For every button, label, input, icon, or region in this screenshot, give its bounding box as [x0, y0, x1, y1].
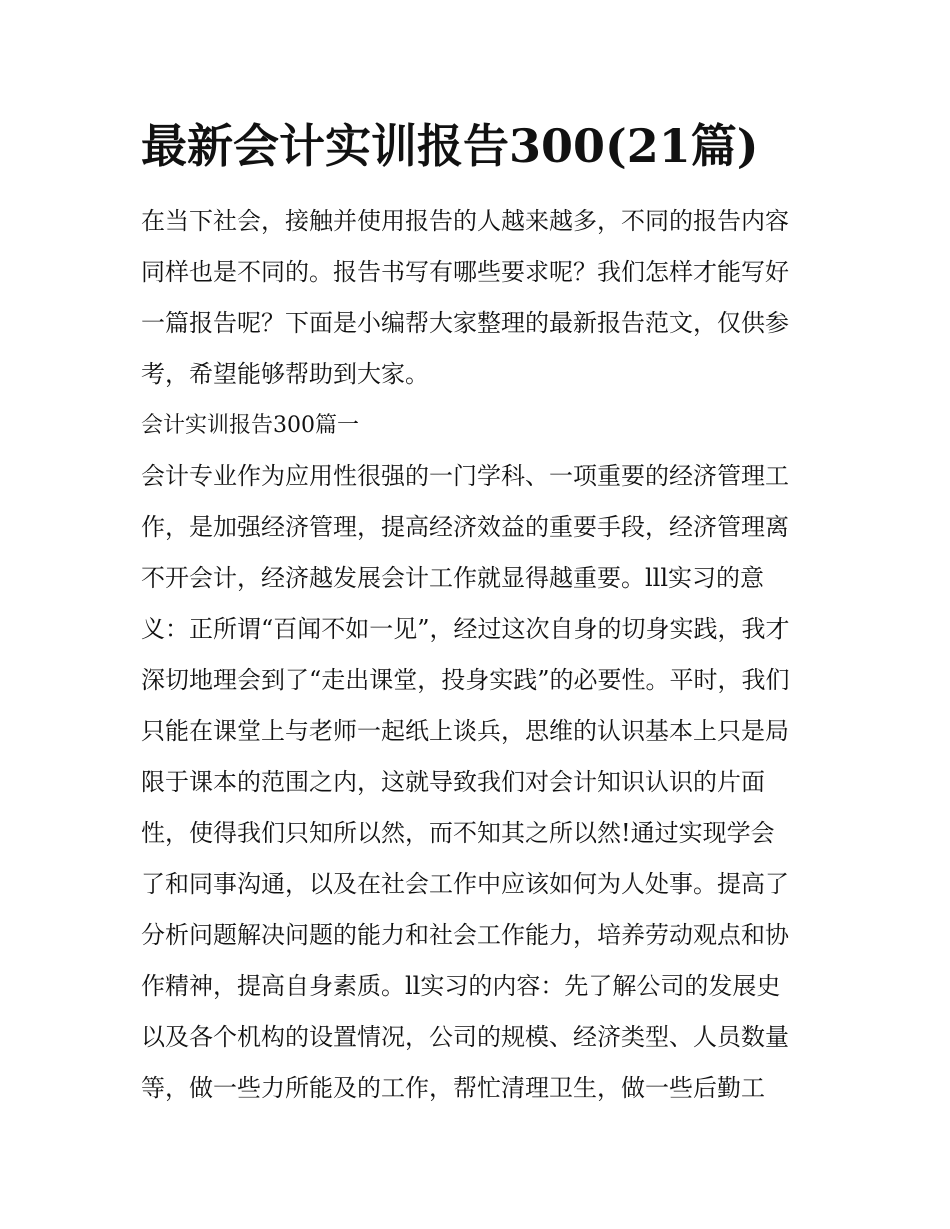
paragraph-line: 等，做一些力所能及的工作，帮忙清理卫生，做一些后勤工 — [141, 1074, 765, 1102]
document-title: 最新会计实训报告300(21篇) — [141, 119, 759, 173]
paragraph-line: 分析问题解决问题的能力和社会工作能力，培养劳动观点和协 — [141, 921, 789, 949]
paragraph-line: 只能在课堂上与老师一起纸上谈兵，思维的认识基本上只是局 — [141, 717, 789, 745]
paragraph-line: 作精神，提高自身素质。ll实习的内容：先了解公司的发展史 — [141, 972, 781, 1000]
paragraph-line: 作，是加强经济管理，提高经济效益的重要手段，经济管理离 — [141, 513, 789, 541]
paragraph-line: 会计专业作为应用性很强的一门学科、一项重要的经济管理工 — [141, 462, 789, 490]
paragraph-line: 义：正所谓“百闻不如一见”，经过这次自身的切身实践，我才 — [141, 615, 790, 643]
paragraph-line: 深切地理会到了“走出课堂，投身实践”的必要性。平时，我们 — [141, 666, 790, 694]
paragraph-line: 一篇报告呢？下面是小编帮大家整理的最新报告范文，仅供参 — [141, 309, 789, 337]
paragraph-line: 以及各个机构的设置情况，公司的规模、经济类型、人员数量 — [141, 1023, 789, 1051]
section-heading: 会计实训报告300篇一 — [141, 413, 359, 438]
paragraph-line: 性，使得我们只知所以然，而不知其之所以然!通过实现学会 — [141, 819, 775, 847]
paragraph-line: 同样也是不同的。报告书写有哪些要求呢？我们怎样才能写好 — [141, 258, 789, 286]
paragraph-line: 在当下社会，接触并使用报告的人越来越多，不同的报告内容 — [141, 207, 789, 235]
paragraph-line: 了和同事沟通，以及在社会工作中应该如何为人处事。提高了 — [141, 870, 789, 898]
paragraph-line: 不开会计，经济越发展会计工作就显得越重要。lll实习的意 — [141, 564, 765, 592]
paragraph-line: 考，希望能够帮助到大家。 — [141, 360, 429, 388]
paragraph-line: 限于课本的范围之内，这就导致我们对会计知识认识的片面 — [141, 768, 765, 796]
document-body — [141, 196, 813, 1114]
